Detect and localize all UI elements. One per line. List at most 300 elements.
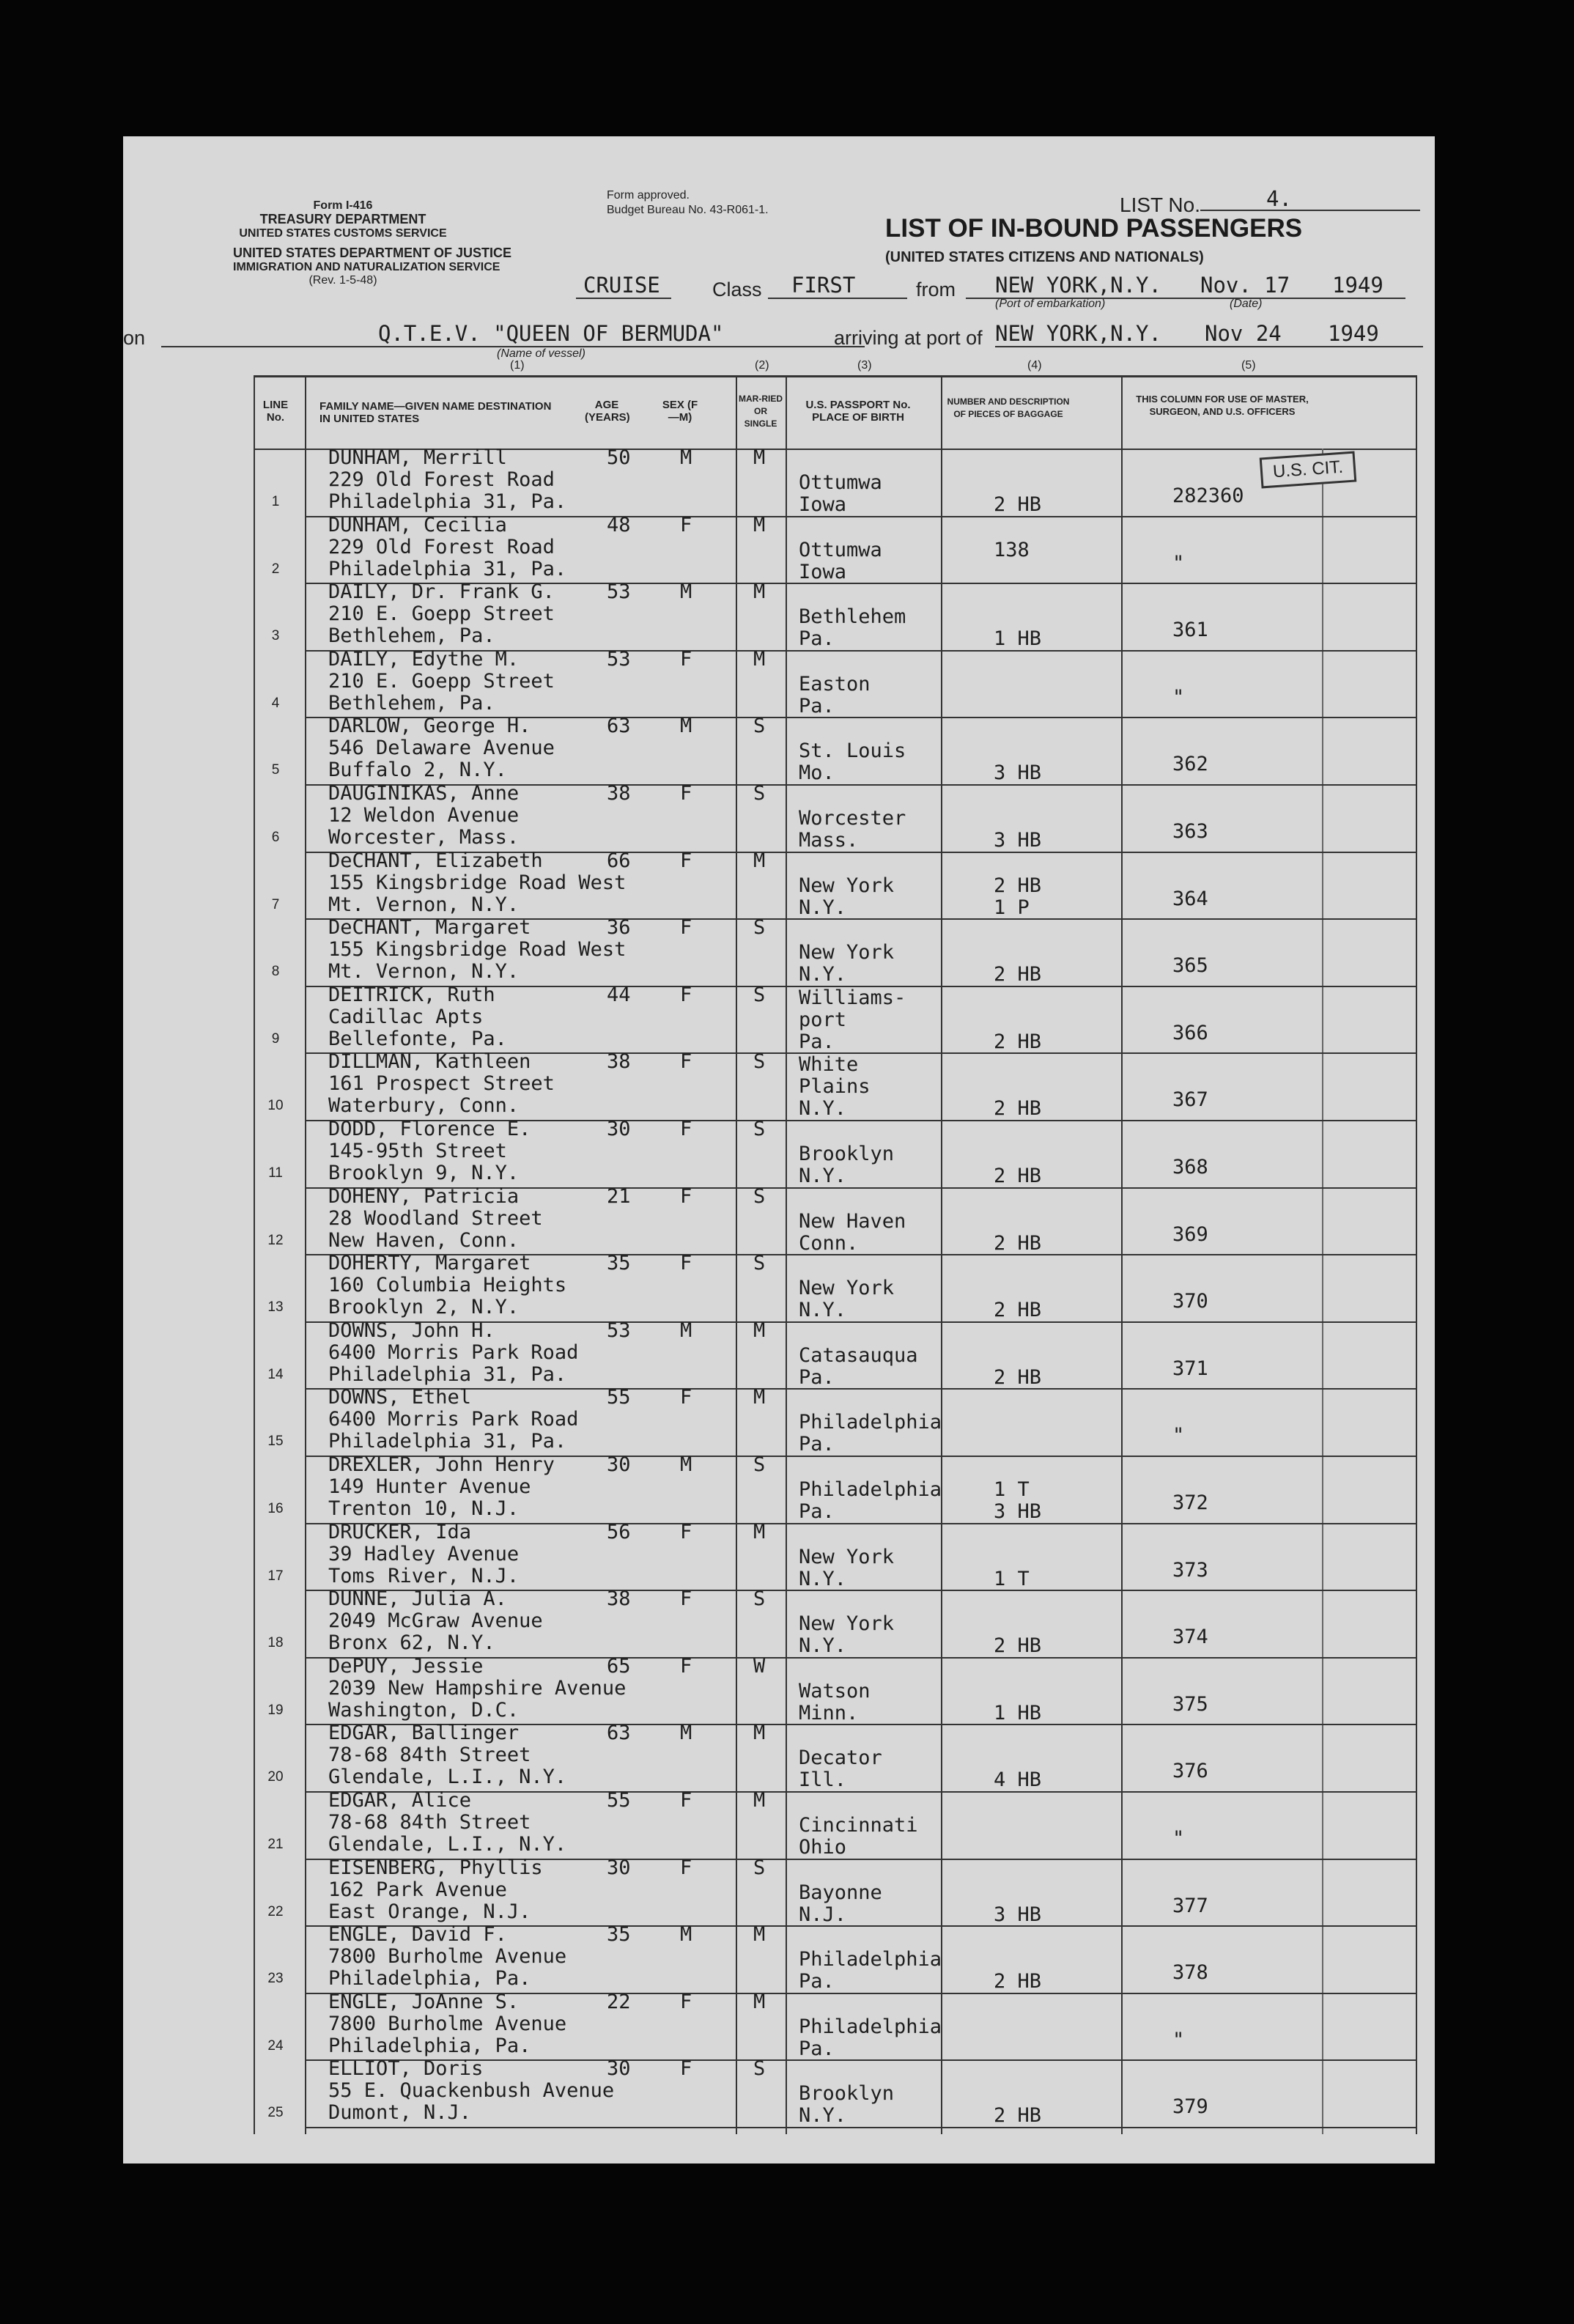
birth-place-line2: New York [799,941,895,964]
passenger-city: Philadelphia 31, Pa. [328,1362,567,1386]
line-number: 5 [271,762,280,778]
birth-place-line3: Mass. [799,829,859,852]
passenger-age: 53 [607,647,631,671]
birth-place-line2: Bayonne [799,1881,882,1904]
passenger-city: Bellefonte, Pa. [328,1027,507,1050]
birth-place-line3: N.Y. [799,963,847,986]
officer-number: 282360 [1172,484,1244,507]
baggage-line2: 2 HB [994,1970,1042,1993]
birth-place-line3: N.Y. [799,1165,847,1187]
passenger-city: Glendale, L.I., N.Y. [328,1833,567,1856]
passenger-sex: F [680,1789,692,1812]
passenger-address: 161 Prospect Street [328,1072,555,1096]
passenger-marital: S [753,1856,766,1879]
column-number: (3) [857,359,872,372]
column-number: (4) [1027,359,1042,372]
passenger-sex: F [680,782,692,805]
passenger-name: DeCHANT, Margaret [328,916,531,940]
passenger-address: 155 Kingsbridge Road West [328,938,627,962]
passenger-age: 21 [607,1184,631,1208]
passenger-name: DAUGINIKAS, Anne [328,782,520,805]
line-number: 16 [267,1501,284,1516]
line-number: 22 [267,1903,284,1919]
birth-place-line3: Pa. [799,1365,835,1389]
header-married: MAR-RIED OR SINGLE [739,394,783,429]
column-number: (5) [1241,359,1256,372]
passenger-address: 28 Woodland Street [328,1206,543,1230]
passenger-age: 48 [607,513,631,536]
header-sex: SEX (F—M) [662,399,698,424]
passenger-marital: M [753,1923,766,1947]
baggage-line2: 2 HB [994,1165,1042,1187]
passenger-city: Brooklyn 9, N.Y. [328,1162,520,1184]
line-number: 25 [267,2105,284,2121]
baggage-line1: 138 [994,538,1030,561]
birth-place-line3: Ill. [799,1768,847,1792]
passenger-sex: M [680,1318,692,1342]
passenger-sex: M [680,1722,692,1745]
class-label: Class [712,278,762,300]
birth-place-line2: Brooklyn [799,2082,895,2106]
passenger-marital: S [753,1184,766,1208]
baggage-line2: 2 HB [994,1030,1042,1053]
passenger-address: 12 Weldon Avenue [328,804,520,827]
passenger-address: 229 Old Forest Road [328,535,555,558]
form-number: Form I-416 [313,199,373,212]
line-number: 9 [271,1030,280,1047]
passenger-name: DOHENY, Patricia [328,1184,520,1208]
line-number: 11 [268,1165,283,1181]
birth-place-line3: Pa. [799,1500,835,1523]
birth-place-line3: Pa. [799,1030,835,1053]
line-number: 18 [267,1635,284,1651]
passenger-address: Cadillac Apts [328,1005,484,1028]
passenger-address: 55 E. Quackenbush Avenue [328,2079,615,2103]
row-divider [305,1523,1416,1524]
line-number: 21 [267,1837,284,1852]
page-subtitle: (UNITED STATES CITIZENS AND NATIONALS) [885,249,1204,265]
arrival-date: Nov 24 [1205,321,1282,346]
passenger-city: Washington, D.C. [328,1698,520,1722]
officer-number: 378 [1172,1961,1208,1985]
passenger-age: 36 [607,916,631,940]
baggage-line2: 1 P [994,896,1030,919]
baggage-line2: 1 T [994,1567,1030,1590]
birth-place-line2: Watson [799,1679,871,1703]
passenger-address: 78-68 84th Street [328,1811,531,1834]
row-divider [305,1388,1416,1390]
column-number: (2) [755,359,769,372]
birth-place-line2: Ottumwa [799,538,882,561]
officer-number: 369 [1172,1222,1208,1246]
passenger-marital: S [753,916,766,940]
passenger-age: 50 [607,446,631,469]
passenger-age: 30 [607,2057,631,2081]
passenger-age: 38 [607,1587,631,1611]
passenger-address: 229 Old Forest Road [328,468,555,491]
line-number: 12 [267,1232,284,1248]
passenger-marital: M [753,1722,766,1745]
passenger-sex: F [680,1587,692,1611]
officer-number: 377 [1172,1894,1208,1917]
passenger-address: 2039 New Hampshire Avenue [328,1676,627,1700]
passenger-name: DUNNE, Julia A. [328,1587,507,1611]
passenger-name: DREXLER, John Henry [328,1453,555,1476]
birth-place-line3: Pa. [799,694,835,718]
passenger-marital: S [753,1453,766,1476]
birth-place-line3: Pa. [799,1433,835,1456]
officer-number: 372 [1172,1491,1208,1514]
passenger-age: 22 [607,1990,631,2013]
officer-number: 361 [1172,619,1208,642]
baggage-line2: 2 HB [994,1097,1042,1121]
birth-place-line2: New Haven [799,1209,906,1233]
header-name: FAMILY NAME—GIVEN NAME DESTINATION IN UNITED STATES [319,400,552,425]
passenger-marital: M [753,1386,766,1409]
passenger-address: 149 Hunter Avenue [328,1475,531,1498]
birth-place-line2: Decator [799,1746,882,1770]
passenger-address: 2049 McGraw Avenue [328,1609,543,1633]
passenger-city: Dumont, N.J. [328,2101,472,2125]
passenger-marital: S [753,1118,766,1140]
passenger-age: 30 [607,1118,631,1140]
passenger-city: Buffalo 2, N.Y. [328,759,507,782]
arrival-year: 1949 [1328,321,1379,346]
passenger-marital: S [753,1587,766,1611]
passenger-sex: F [680,983,692,1006]
passenger-age: 53 [607,1318,631,1342]
line-number: 19 [267,1702,284,1718]
baggage-line2: 3 HB [994,1500,1042,1523]
baggage-line2: 3 HB [994,761,1042,785]
date-caption: (Date) [1230,298,1263,310]
from-label: from [916,278,956,300]
passenger-city: Philadelphia 31, Pa. [328,1430,567,1453]
birth-place-line2: Worcester [799,807,906,830]
passenger-age: 53 [607,580,631,604]
passenger-name: DILLMAN, Kathleen [328,1050,531,1074]
passenger-name: DUNHAM, Cecilia [328,513,507,536]
passenger-age: 65 [607,1654,631,1678]
column-number: (1) [510,359,525,372]
baggage-line2: 2 HB [994,493,1042,516]
passenger-age: 55 [607,1789,631,1812]
passenger-city: Glendale, L.I., N.Y. [328,1766,567,1789]
passenger-class: FIRST [791,273,856,298]
passenger-city: Toms River, N.J. [328,1564,520,1587]
officer-number: 370 [1172,1290,1208,1313]
birth-place-line2: Ottumwa [799,471,882,494]
birth-place-line3: N.Y. [799,896,847,919]
header-passport: U.S. PASSPORT No. PLACE OF BIRTH [805,399,911,424]
line-number: 20 [267,1769,284,1785]
passenger-age: 38 [607,782,631,805]
passenger-city: Philadelphia, Pa. [328,2034,531,2057]
birth-place-line2: Catasauqua [799,1343,918,1367]
passenger-sex: F [680,1520,692,1543]
passenger-name: DOWNS, Ethel [328,1386,472,1409]
passenger-name: DARLOW, George H. [328,715,531,738]
passenger-marital: M [753,1318,766,1342]
passenger-name: EISENBERG, Phyllis [328,1856,543,1879]
passenger-city: New Haven, Conn. [328,1228,520,1252]
embarkation-port: NEW YORK,N.Y. [995,273,1161,298]
passenger-sex: M [680,580,692,604]
arriving-label: arriving at port of [834,327,983,349]
line-number: 8 [271,964,280,980]
passenger-address: 78-68 84th Street [328,1744,531,1767]
baggage-line2: 3 HB [994,829,1042,852]
passenger-city: Bethlehem, Pa. [328,624,495,648]
passenger-sex: M [680,1923,692,1947]
passenger-marital: M [753,1789,766,1812]
passenger-age: 63 [607,1722,631,1745]
passenger-sex: M [680,446,692,469]
officer-number: 364 [1172,887,1208,910]
passenger-name: DePUY, Jessie [328,1654,484,1678]
officer-number: 368 [1172,1156,1208,1178]
baggage-line2: 2 HB [994,1634,1042,1658]
form-revision: (Rev. 1-5-48) [308,274,377,287]
birth-place-line2: Philadelphia [799,1478,942,1501]
officer-number: 367 [1172,1088,1208,1112]
passenger-marital: S [753,715,766,738]
passenger-marital: S [753,983,766,1006]
passenger-name: DEITRICK, Ruth [328,983,495,1006]
birth-place-line1: White [799,1053,859,1077]
passenger-marital: S [753,1252,766,1275]
passenger-marital: M [753,1520,766,1543]
officer-number: 376 [1172,1760,1208,1783]
passenger-marital: M [753,849,766,872]
passenger-age: 30 [607,1453,631,1476]
passenger-address: 39 Hadley Avenue [328,1542,520,1565]
birth-place-line3: Mo. [799,761,835,785]
customs-service: UNITED STATES CUSTOMS SERVICE [239,227,447,240]
passenger-sex: M [680,715,692,738]
passenger-city: Bronx 62, N.Y. [328,1631,495,1655]
budget-bureau: Budget Bureau No. 43-R061-1. [607,204,769,216]
passenger-name: DAILY, Dr. Frank G. [328,580,555,604]
birth-place-line3: Pa. [799,627,835,651]
form-approved: Form approved. [607,189,690,202]
officer-number: 363 [1172,820,1208,843]
birth-place-line3: N.Y. [799,2104,847,2128]
birth-place-line2: St. Louis [799,739,906,763]
list-no-value: 4. [1266,186,1292,211]
ins-service: IMMIGRATION AND NATURALIZATION SERVICE [233,261,500,273]
passenger-city: East Orange, N.J. [328,1900,531,1923]
passenger-sex: F [680,2057,692,2081]
officer-number: " [1172,2028,1185,2051]
passenger-age: 35 [607,1923,631,1947]
birth-place-line2: Cincinnati [799,1814,918,1837]
baggage-line2: 2 HB [994,1365,1042,1389]
passenger-city: Mt. Vernon, N.Y. [328,893,520,916]
header-baggage: NUMBER AND DESCRIPTION OF PIECES OF BAGGAGE [947,396,1070,419]
treasury-dept: TREASURY DEPARTMENT [259,212,426,226]
on-label: on [123,327,146,349]
baggage-line2: 4 HB [994,1768,1042,1792]
birth-place-line2: Philadelphia [799,1411,942,1434]
passenger-age: 63 [607,715,631,738]
birth-place-line2: Philadelphia [799,2015,942,2038]
line-number: 2 [271,561,280,577]
baggage-line2: 3 HB [994,1903,1042,1926]
line-number: 14 [267,1366,284,1382]
birth-place-line2: New York [799,1612,895,1636]
line-number: 24 [267,2037,284,2054]
passenger-name: DOHERTY, Margaret [328,1252,531,1275]
passenger-address: 162 Park Avenue [328,1878,507,1901]
line-number: 3 [271,628,280,644]
birth-place-line2: Brooklyn [799,1143,895,1165]
line-number: 4 [271,695,280,711]
header-age: AGE (YEARS) [585,399,630,424]
passenger-city: Trenton 10, N.J. [328,1497,520,1520]
line-number: 13 [267,1299,284,1316]
list-no-label: LIST No. [1120,193,1200,216]
passenger-sex: F [680,1252,692,1275]
passenger-city: Philadelphia 31, Pa. [328,490,567,513]
line-number: 23 [267,1971,284,1987]
birth-place-line2: port [799,1008,847,1031]
birth-place-line3: N.Y. [799,1299,847,1322]
birth-place-line2: New York [799,874,895,897]
passenger-name: DUNHAM, Merrill [328,446,507,469]
passenger-name: DAILY, Edythe M. [328,647,520,671]
line-number: 7 [271,896,280,912]
line-number: 17 [267,1568,284,1584]
passenger-age: 44 [607,983,631,1006]
passenger-sex: F [680,1386,692,1409]
passenger-city: Brooklyn 2, N.Y. [328,1296,520,1319]
passenger-address: 6400 Morris Park Road [328,1408,579,1431]
birth-place-line2: Philadelphia [799,1948,942,1971]
passenger-city: Waterbury, Conn. [328,1094,520,1118]
embarkation-caption: (Port of embarkation) [995,298,1106,310]
passenger-name: EDGAR, Alice [328,1789,472,1812]
birth-place-line3: Iowa [799,493,847,516]
officer-number: " [1172,685,1185,709]
birth-place-line3: N.J. [799,1903,847,1926]
passenger-age: 38 [607,1050,631,1074]
vessel-caption: (Name of vessel) [497,347,585,360]
baggage-line1: 2 HB [994,874,1042,897]
passenger-sex: F [680,1856,692,1879]
passenger-sex: F [680,1118,692,1140]
passenger-sex: M [680,1453,692,1476]
row-divider [305,1791,1416,1793]
birth-place-line3: Ohio [799,1836,847,1859]
passenger-name: DOWNS, John H. [328,1318,495,1342]
officer-number: 362 [1172,753,1208,776]
officer-number: 379 [1172,2095,1208,2119]
birth-place-line2: Easton [799,672,871,696]
birth-place-line2: Plains [799,1075,871,1099]
birth-place-line3: Minn. [799,1701,859,1724]
passenger-address: 160 Columbia Heights [328,1274,567,1297]
birth-place-line3: Pa. [799,1970,835,1993]
vessel-name: Q.T.E.V. "QUEEN OF BERMUDA" [378,321,724,346]
officer-number: 375 [1172,1692,1208,1716]
passenger-address: 210 E. Goepp Street [328,669,555,693]
passenger-marital: M [753,513,766,536]
birth-place-line2: New York [799,1277,895,1300]
voyage-type: CRUISE [583,273,660,298]
birth-place-line3: N.Y. [799,1097,847,1121]
baggage-line2: 2 HB [994,1231,1042,1255]
passenger-sex: F [680,916,692,940]
baggage-line1: 1 T [994,1478,1030,1501]
passenger-address: 145-95th Street [328,1140,507,1162]
passenger-sex: F [680,647,692,671]
officer-number: " [1172,1827,1185,1850]
passenger-sex: F [680,1050,692,1074]
officer-number: 365 [1172,954,1208,978]
officer-number: 366 [1172,1021,1208,1044]
passenger-age: 55 [607,1386,631,1409]
row-divider [305,2127,1416,2128]
departure-year: 1949 [1332,273,1383,298]
baggage-line2: 2 HB [994,1299,1042,1322]
line-number: 6 [271,830,280,845]
passenger-address: 7800 Burholme Avenue [328,2012,567,2035]
passenger-marital: S [753,1050,766,1074]
header-officers: THIS COLUMN FOR USE OF MASTER, SURGEON, AND U.S. OFFICERS [1136,394,1309,417]
passenger-city: Bethlehem, Pa. [328,691,495,715]
us-citizen-stamp: U.S. CIT. [1260,451,1357,489]
passenger-name: DeCHANT, Elizabeth [328,849,543,872]
passenger-name: ENGLE, David F. [328,1923,507,1947]
birth-place-line3: N.Y. [799,1634,847,1658]
passenger-city: Mt. Vernon, N.Y. [328,960,520,984]
passenger-marital: S [753,2057,766,2081]
departure-date: Nov. 17 [1200,273,1290,298]
birth-place-line3: Conn. [799,1231,859,1255]
passenger-city: Philadelphia, Pa. [328,1967,531,1991]
passenger-sex: F [680,1654,692,1678]
officer-number: " [1172,1424,1185,1447]
passenger-name: DODD, Florence E. [328,1118,531,1140]
birth-place-line2: New York [799,1545,895,1568]
birth-place-line2: Bethlehem [799,605,906,629]
passenger-age: 56 [607,1520,631,1543]
arrival-port: NEW YORK,N.Y. [995,321,1161,346]
officer-number: " [1172,551,1185,575]
line-number: 1 [271,494,280,509]
baggage-line2: 2 HB [994,963,1042,986]
passenger-city: Philadelphia 31, Pa. [328,557,567,580]
birth-place-line3: Pa. [799,2037,835,2060]
passenger-marital: M [753,647,766,671]
passenger-name: EDGAR, Ballinger [328,1722,520,1745]
page-title: LIST OF IN-BOUND PASSENGERS [885,214,1303,243]
birth-place-line1: Williams- [799,986,906,1009]
passenger-age: 30 [607,1856,631,1879]
officer-number: 373 [1172,1558,1208,1582]
passenger-address: 210 E. Goepp Street [328,602,555,626]
justice-dept: UNITED STATES DEPARTMENT OF JUSTICE [233,246,512,260]
passenger-address: 546 Delaware Avenue [328,737,555,760]
officer-number: 371 [1172,1357,1208,1380]
line-number: 15 [267,1434,284,1450]
passenger-name: DRUCKER, Ida [328,1520,472,1543]
passenger-age: 35 [607,1252,631,1275]
baggage-line2: 1 HB [994,1701,1042,1724]
passenger-age: 66 [607,849,631,872]
baggage-line2: 2 HB [994,2104,1042,2128]
